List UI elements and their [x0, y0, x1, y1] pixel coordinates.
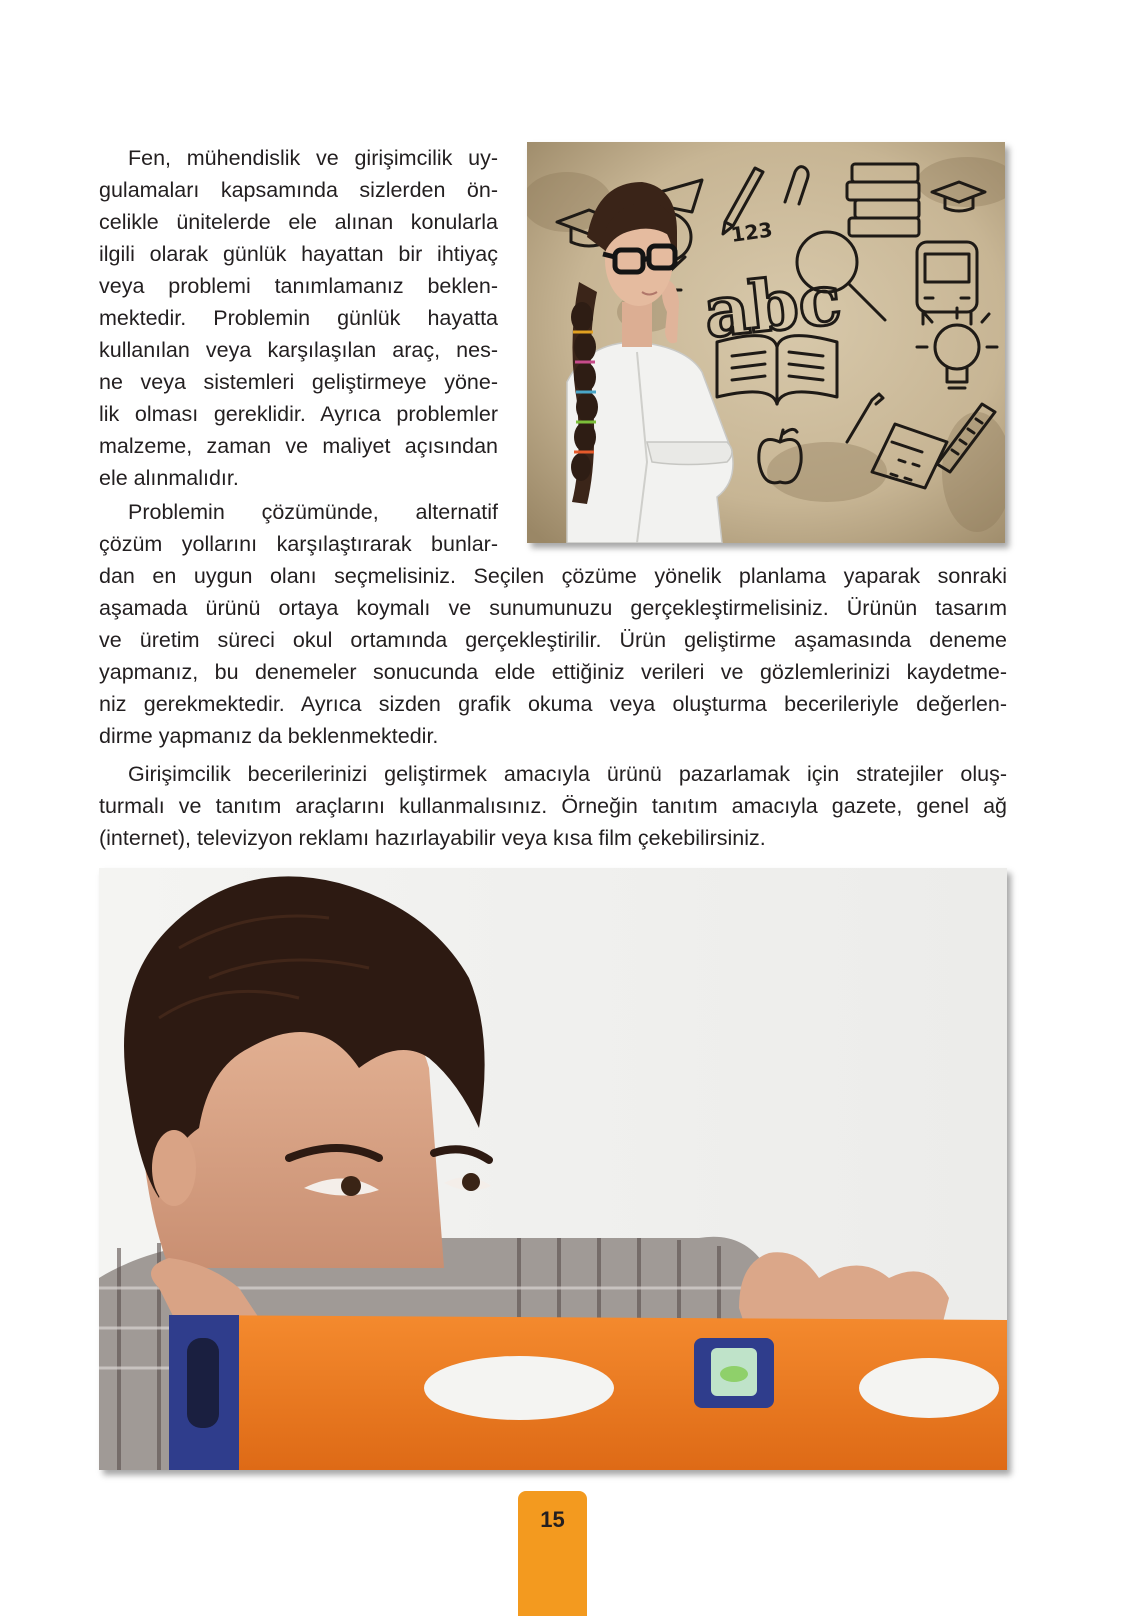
text-line: (internet), televizyon reklamı hazırlayabilir veya kısa film çekebilirsiniz.	[99, 826, 766, 850]
girl-thinking-photo	[527, 142, 1005, 543]
bus-icon	[917, 242, 977, 324]
text-line: çözüm yollarını karşılaştırarak bunlar-	[99, 532, 498, 556]
text-line: malzeme, zaman ve maliyet açısından	[99, 434, 498, 458]
text-line: veya problemi tanımlamanız beklen-	[99, 274, 498, 298]
text-line: lik olması gereklidir. Ayrıca problemler	[99, 402, 498, 426]
page-number: 15	[540, 1507, 565, 1532]
text-line: ne veya sistemleri geliştirmeye yöne-	[99, 370, 498, 394]
text-line: kullanılan veya karşılaşılan araç, nes-	[99, 338, 498, 362]
paragraph-3	[99, 758, 1007, 854]
text-line: celikle ünitelerde ele alınan konularla	[99, 210, 498, 234]
boy-spirit-level-photo	[99, 868, 1007, 1470]
text-line: gulamaları kapsamında sizlerden ön-	[99, 178, 498, 202]
text-line: aşamada ürünü ortaya koymalı ve sunumunuzu gerçekleştirmelisiniz. Ürünün tasarım	[99, 596, 1007, 620]
text-line: yapmanız, bu denemeler sonucunda elde ettiğiniz verileri ve gözlemlerinizi kaydetme-	[99, 660, 1007, 684]
boy-spirit-level-illustration	[99, 868, 1007, 1470]
spirit-level	[169, 1315, 1007, 1470]
text-line: turmalı ve tanıtım araçlarını kullanmalısınız. Örneğin tanıtım amacıyla gazete, genel ağ	[99, 794, 1007, 818]
text-line: ve üretim süreci okul ortamında gerçekleştirilir. Ürün geliştirme aşamasında deneme	[99, 628, 1007, 652]
paragraph-1	[99, 142, 498, 494]
text-line: Problemin çözümünde, alternatif	[128, 500, 498, 524]
text-line: ilgili olarak günlük hayattan bir ihtiyaç	[99, 242, 498, 266]
text-line: Girişimcilik becerilerinizi geliştirmek amacıyla ürünü pazarlamak için stratejiler oluş-	[128, 762, 1007, 786]
girl-thinking-illustration	[527, 142, 1005, 543]
text-line: niz gerekmektedir. Ayrıca sizden grafik okuma veya oluşturma becerileriyle değerlen-	[99, 692, 1007, 716]
chalk-letters-text: abc	[700, 257, 845, 354]
chalk-number-text: 123	[729, 217, 775, 247]
text-line: Fen, mühendislik ve girişimcilik uy-	[128, 146, 498, 170]
page-number-tab	[518, 1491, 587, 1616]
text-line: dirme yapmanız da beklenmektedir.	[99, 724, 439, 748]
text-line: mektedir. Problemin günlük hayatta	[99, 306, 498, 330]
text-line: dan en uygun olanı seçmelisiniz. Seçilen çözüme yönelik planlama yaparak sonraki	[99, 564, 1007, 588]
text-line: ele alınmalıdır.	[99, 466, 239, 490]
